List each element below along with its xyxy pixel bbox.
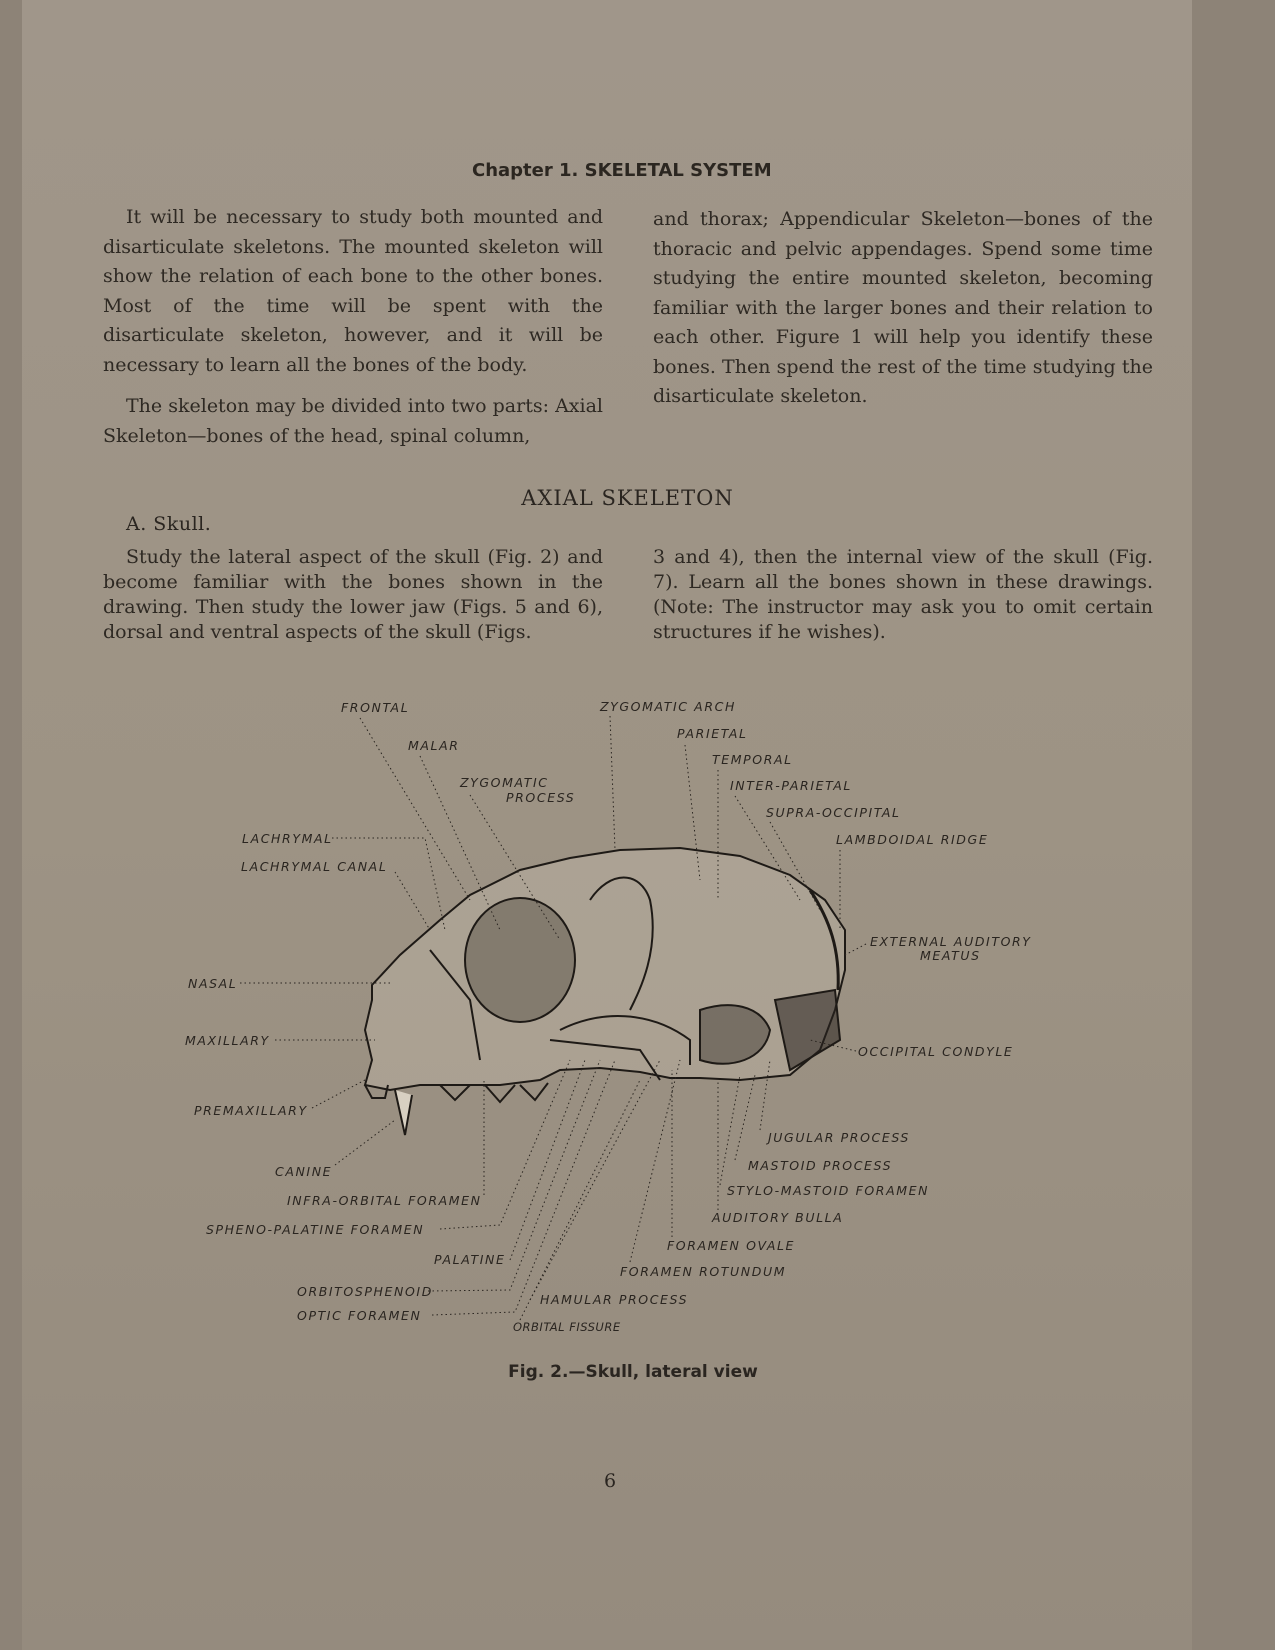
label-infra-orbital-foramen: INFRA-ORBITAL FORAMEN	[287, 1193, 482, 1208]
label-stylo-mastoid-foramen: STYLO-MASTOID FORAMEN	[727, 1183, 930, 1198]
chapter-title: Chapter 1. SKELETAL SYSTEM	[472, 160, 772, 181]
label-supra-occipital: SUPRA-OCCIPITAL	[766, 805, 901, 820]
label-orbitosphenoid: ORBITOSPHENOID	[297, 1284, 433, 1299]
label-parietal: PARIETAL	[677, 726, 748, 741]
label-mastoid-process: MASTOID PROCESS	[748, 1158, 893, 1173]
label-lachrymal: LACHRYMAL	[242, 831, 333, 846]
label-jugular-process: JUGULAR PROCESS	[768, 1130, 910, 1145]
label-frontal: FRONTAL	[341, 700, 410, 715]
label-occipital-condyle: OCCIPITAL CONDYLE	[858, 1044, 1014, 1059]
section-paragraph-right: 3 and 4), then the internal view of the skull (Fig. 7). Learn all the bones shown in these drawings. (Note: The instructor may ask you to omit certain structures if he wishes).	[653, 546, 1153, 643]
label-foramen-rotundum: FORAMEN ROTUNDUM	[620, 1264, 787, 1279]
label-meatus: MEATUS	[920, 948, 981, 963]
label-optic-foramen: OPTIC FORAMEN	[297, 1308, 422, 1323]
label-palatine: PALATINE	[434, 1252, 506, 1267]
label-zygomatic-arch: ZYGOMATIC ARCH	[600, 699, 736, 714]
intro-paragraph-2: The skeleton may be divided into two parts: Axial Skeleton—bones of the head, spinal column,	[103, 395, 603, 447]
subsection-heading: A. Skull.	[126, 513, 212, 535]
page-number: 6	[604, 1470, 617, 1492]
label-canine: CANINE	[275, 1164, 333, 1179]
intro-paragraph-1: It will be necessary to study both mounted and disarticulate skeletons. The mounted skeleton will show the relation of each bone to the other bones. Most of the time will be spent with the disarticulate skeleton, however, and it will be necessary to learn all the bones of the body.	[103, 206, 603, 376]
figure-caption: Fig. 2.—Skull, lateral view	[508, 1362, 758, 1382]
section-paragraph-left: Study the lateral aspect of the skull (Fig. 2) and become familiar with the bones shown in the drawing. Then study the lower jaw (Figs. 5 and 6), dorsal and ventral aspects of the skull (Figs.	[103, 546, 603, 643]
label-inter-parietal: INTER-PARIETAL	[730, 778, 852, 793]
label-auditory-bulla: AUDITORY BULLA	[712, 1210, 844, 1225]
label-orbital-fissure: ORBITAL FISSURE	[513, 1320, 621, 1334]
label-nasal: NASAL	[188, 976, 238, 991]
label-process: PROCESS	[506, 790, 576, 805]
label-foramen-ovale: FORAMEN OVALE	[667, 1238, 796, 1253]
intro-paragraph-3: and thorax; Appendicular Skeleton—bones of the thoracic and pelvic appendages. Spend some time studying the entire mounted skeleton, becoming familiar with the larger bones and their relation to each other. Figure 1 will help you identify these bones. Then spend the rest of the time studying the disarticulate skeleton.	[653, 208, 1153, 407]
label-premaxillary: PREMAXILLARY	[194, 1103, 308, 1118]
label-zygomatic: ZYGOMATIC	[460, 775, 549, 790]
label-lachrymal-canal: LACHRYMAL CANAL	[241, 859, 388, 874]
label-temporal: TEMPORAL	[712, 752, 793, 767]
label-hamular-process: HAMULAR PROCESS	[540, 1292, 689, 1307]
section-heading: AXIAL SKELETON	[521, 486, 734, 510]
label-malar: MALAR	[408, 738, 460, 753]
label-spheno-palatine-foramen: SPHENO-PALATINE FORAMEN	[206, 1222, 425, 1237]
label-maxillary: MAXILLARY	[185, 1033, 270, 1048]
label-lambdoidal-ridge: LAMBDOIDAL RIDGE	[836, 832, 989, 847]
label-external-auditory: EXTERNAL AUDITORY	[870, 934, 1032, 949]
